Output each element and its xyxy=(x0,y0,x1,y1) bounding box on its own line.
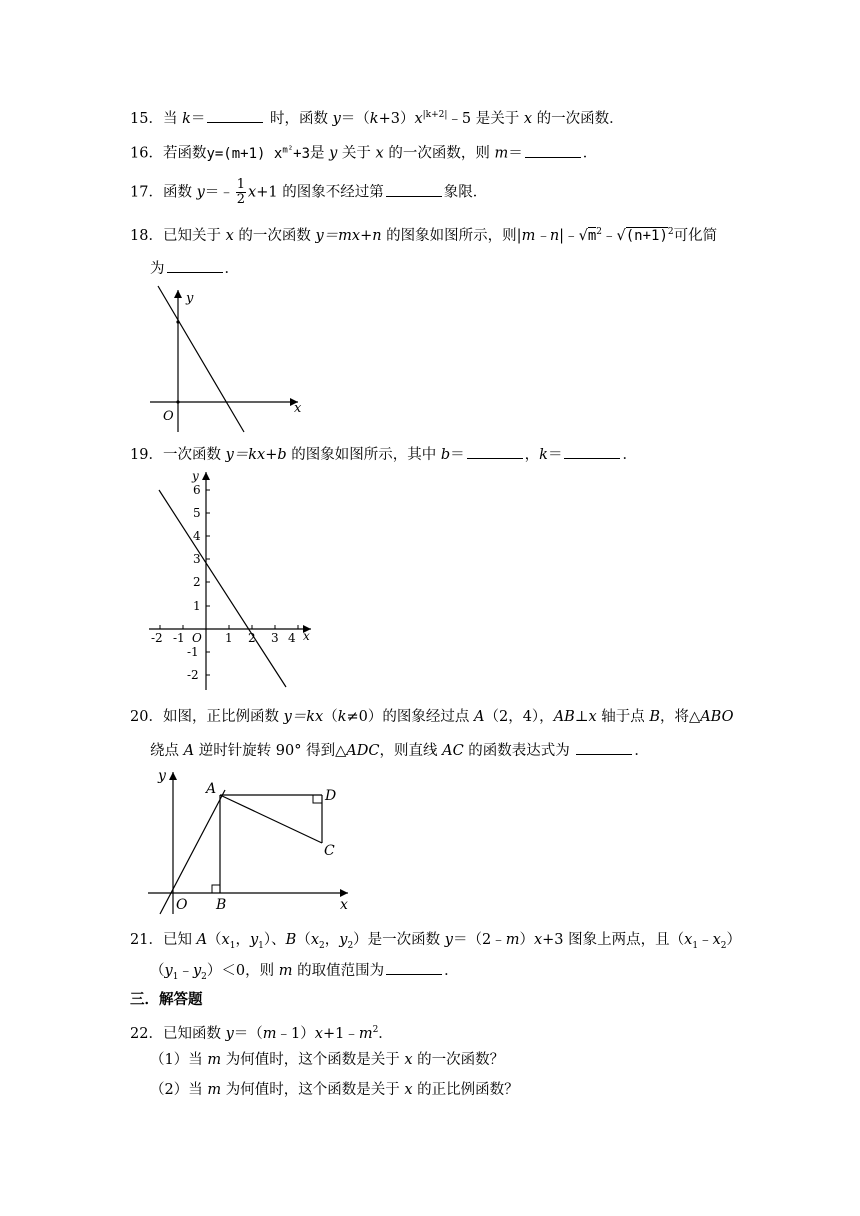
y-tick-label: 4 xyxy=(193,529,201,543)
sqrt-n-plus-1-squared: $√(n+1)^2$ xyxy=(616,227,674,244)
y-axis-arrow xyxy=(169,772,177,780)
figure-19-graph xyxy=(145,466,325,692)
answer-blank xyxy=(207,108,263,123)
x-tick-label: 1 xyxy=(225,631,233,645)
question-20: 20．如图，正比例函数 y＝kx（k≠0）的图象经过点 A（2，4），AB⊥x 轴于点 B，将△ABO xyxy=(130,709,734,725)
x-tick-label: -2 xyxy=(151,631,163,645)
right-angle-D xyxy=(313,795,322,803)
question-22-part-1: （1）当 m 为何值时，这个函数是关于 x 的一次函数？ xyxy=(150,1052,505,1068)
point-O-label: O xyxy=(176,897,188,913)
answer-blank xyxy=(576,740,632,755)
y-tick-label: 2 xyxy=(193,575,201,589)
figure-20-graph xyxy=(146,766,358,916)
sqrt-m-squared: $√m^2$ xyxy=(578,227,602,244)
tick-marks xyxy=(160,490,298,675)
y-tick-label: -1 xyxy=(187,645,199,659)
x-axis-label: x xyxy=(303,629,310,643)
point-C-label: C xyxy=(324,843,335,859)
point-B-label: B xyxy=(216,897,227,913)
origin-label: O xyxy=(163,409,174,424)
question-19: 19．一次函数 y＝kx+b 的图象如图所示，其中 b＝ ，k＝ ． xyxy=(130,444,637,465)
x-tick-labels xyxy=(151,631,296,645)
y-tick-label: 1 xyxy=(193,599,201,613)
proportional-line xyxy=(160,790,225,914)
question-18: 18．已知关于 x 的一次函数 y＝mx+n 的图象如图所示，则$|m﹣n|﹣√m^2﹣√(n+1)^2$可化简 xyxy=(130,227,718,244)
question-22: 22．已知函数 $y=(m﹣1)x+1﹣m^2$． xyxy=(130,1025,393,1042)
answer-blank xyxy=(386,960,442,975)
point-D-label: D xyxy=(325,788,337,804)
answer-blank xyxy=(564,444,620,459)
x-tick-label: -1 xyxy=(173,631,185,645)
x-tick-label: 4 xyxy=(288,631,296,645)
function-line xyxy=(159,490,286,687)
x-tick-label: 3 xyxy=(271,631,279,645)
fraction: $\frac{1}{2}$ xyxy=(236,177,246,207)
question-15: 15．当 k＝ 时，函数 $y=(k+3)x^{|k+2|}﹣5$ 是关于 x 的一次函数． xyxy=(130,105,624,129)
answer-blank xyxy=(167,258,223,273)
question-22-part-2: （2）当 m 为何值时，这个函数是关于 x 的正比例函数？ xyxy=(150,1082,519,1098)
x-axis-label: x xyxy=(340,897,348,913)
point-A-label: A xyxy=(206,781,217,797)
question-20-line2: 绕点 A 逆时针旋转 90° 得到△ADC，则直线 AC 的函数表达式为 ． xyxy=(150,740,649,761)
answer-blank xyxy=(525,143,581,158)
y-axis-label: y xyxy=(186,291,194,306)
question-18-line2: 为 ． xyxy=(150,258,239,279)
question-17: 17．函数 y＝﹣ $\frac{1}{2}$ x+1 的图象不经过第 象限． xyxy=(130,177,488,207)
question-21: 21．已知 $A(x_1$，$y_1$）、$B(x_2$，$y_2$）是一次函数 y＝（2﹣m）x+3 图象上两点，且$(x_1﹣x_2)$ xyxy=(130,932,741,951)
answer-blank xyxy=(386,182,442,197)
y-axis-label: y xyxy=(192,469,199,483)
y-axis-label: y xyxy=(158,768,166,784)
y-tick-label: 5 xyxy=(193,506,201,520)
y-axis-arrow xyxy=(202,472,210,480)
segment-AC xyxy=(220,795,322,843)
x-tick-label: 2 xyxy=(248,631,256,645)
y-tick-label: 3 xyxy=(193,552,201,566)
x-axis-label: x xyxy=(294,401,302,416)
section-heading: 三．解答题 xyxy=(130,992,203,1008)
x-axis-arrow xyxy=(340,889,348,897)
formula-image: y=(m+1) $x^{m^2}+3$ xyxy=(206,145,311,162)
y-tick-label: -2 xyxy=(187,668,199,682)
figure-18-graph xyxy=(148,284,308,434)
y-tick-label: 6 xyxy=(193,483,201,497)
question-16: 16．若函数y=(m+1) $x^{m^2}+3$是 y 关于 x 的一次函数，则 m＝ ． xyxy=(130,140,597,164)
question-21-line2: $(y_1﹣y_2)<0$，则 m 的取值范围为 ． xyxy=(150,960,459,987)
y-axis-arrow xyxy=(174,290,182,298)
answer-blank xyxy=(467,444,523,459)
y-tick-labels xyxy=(187,483,201,682)
right-angle-B xyxy=(212,885,220,893)
origin-label: O xyxy=(192,631,202,645)
